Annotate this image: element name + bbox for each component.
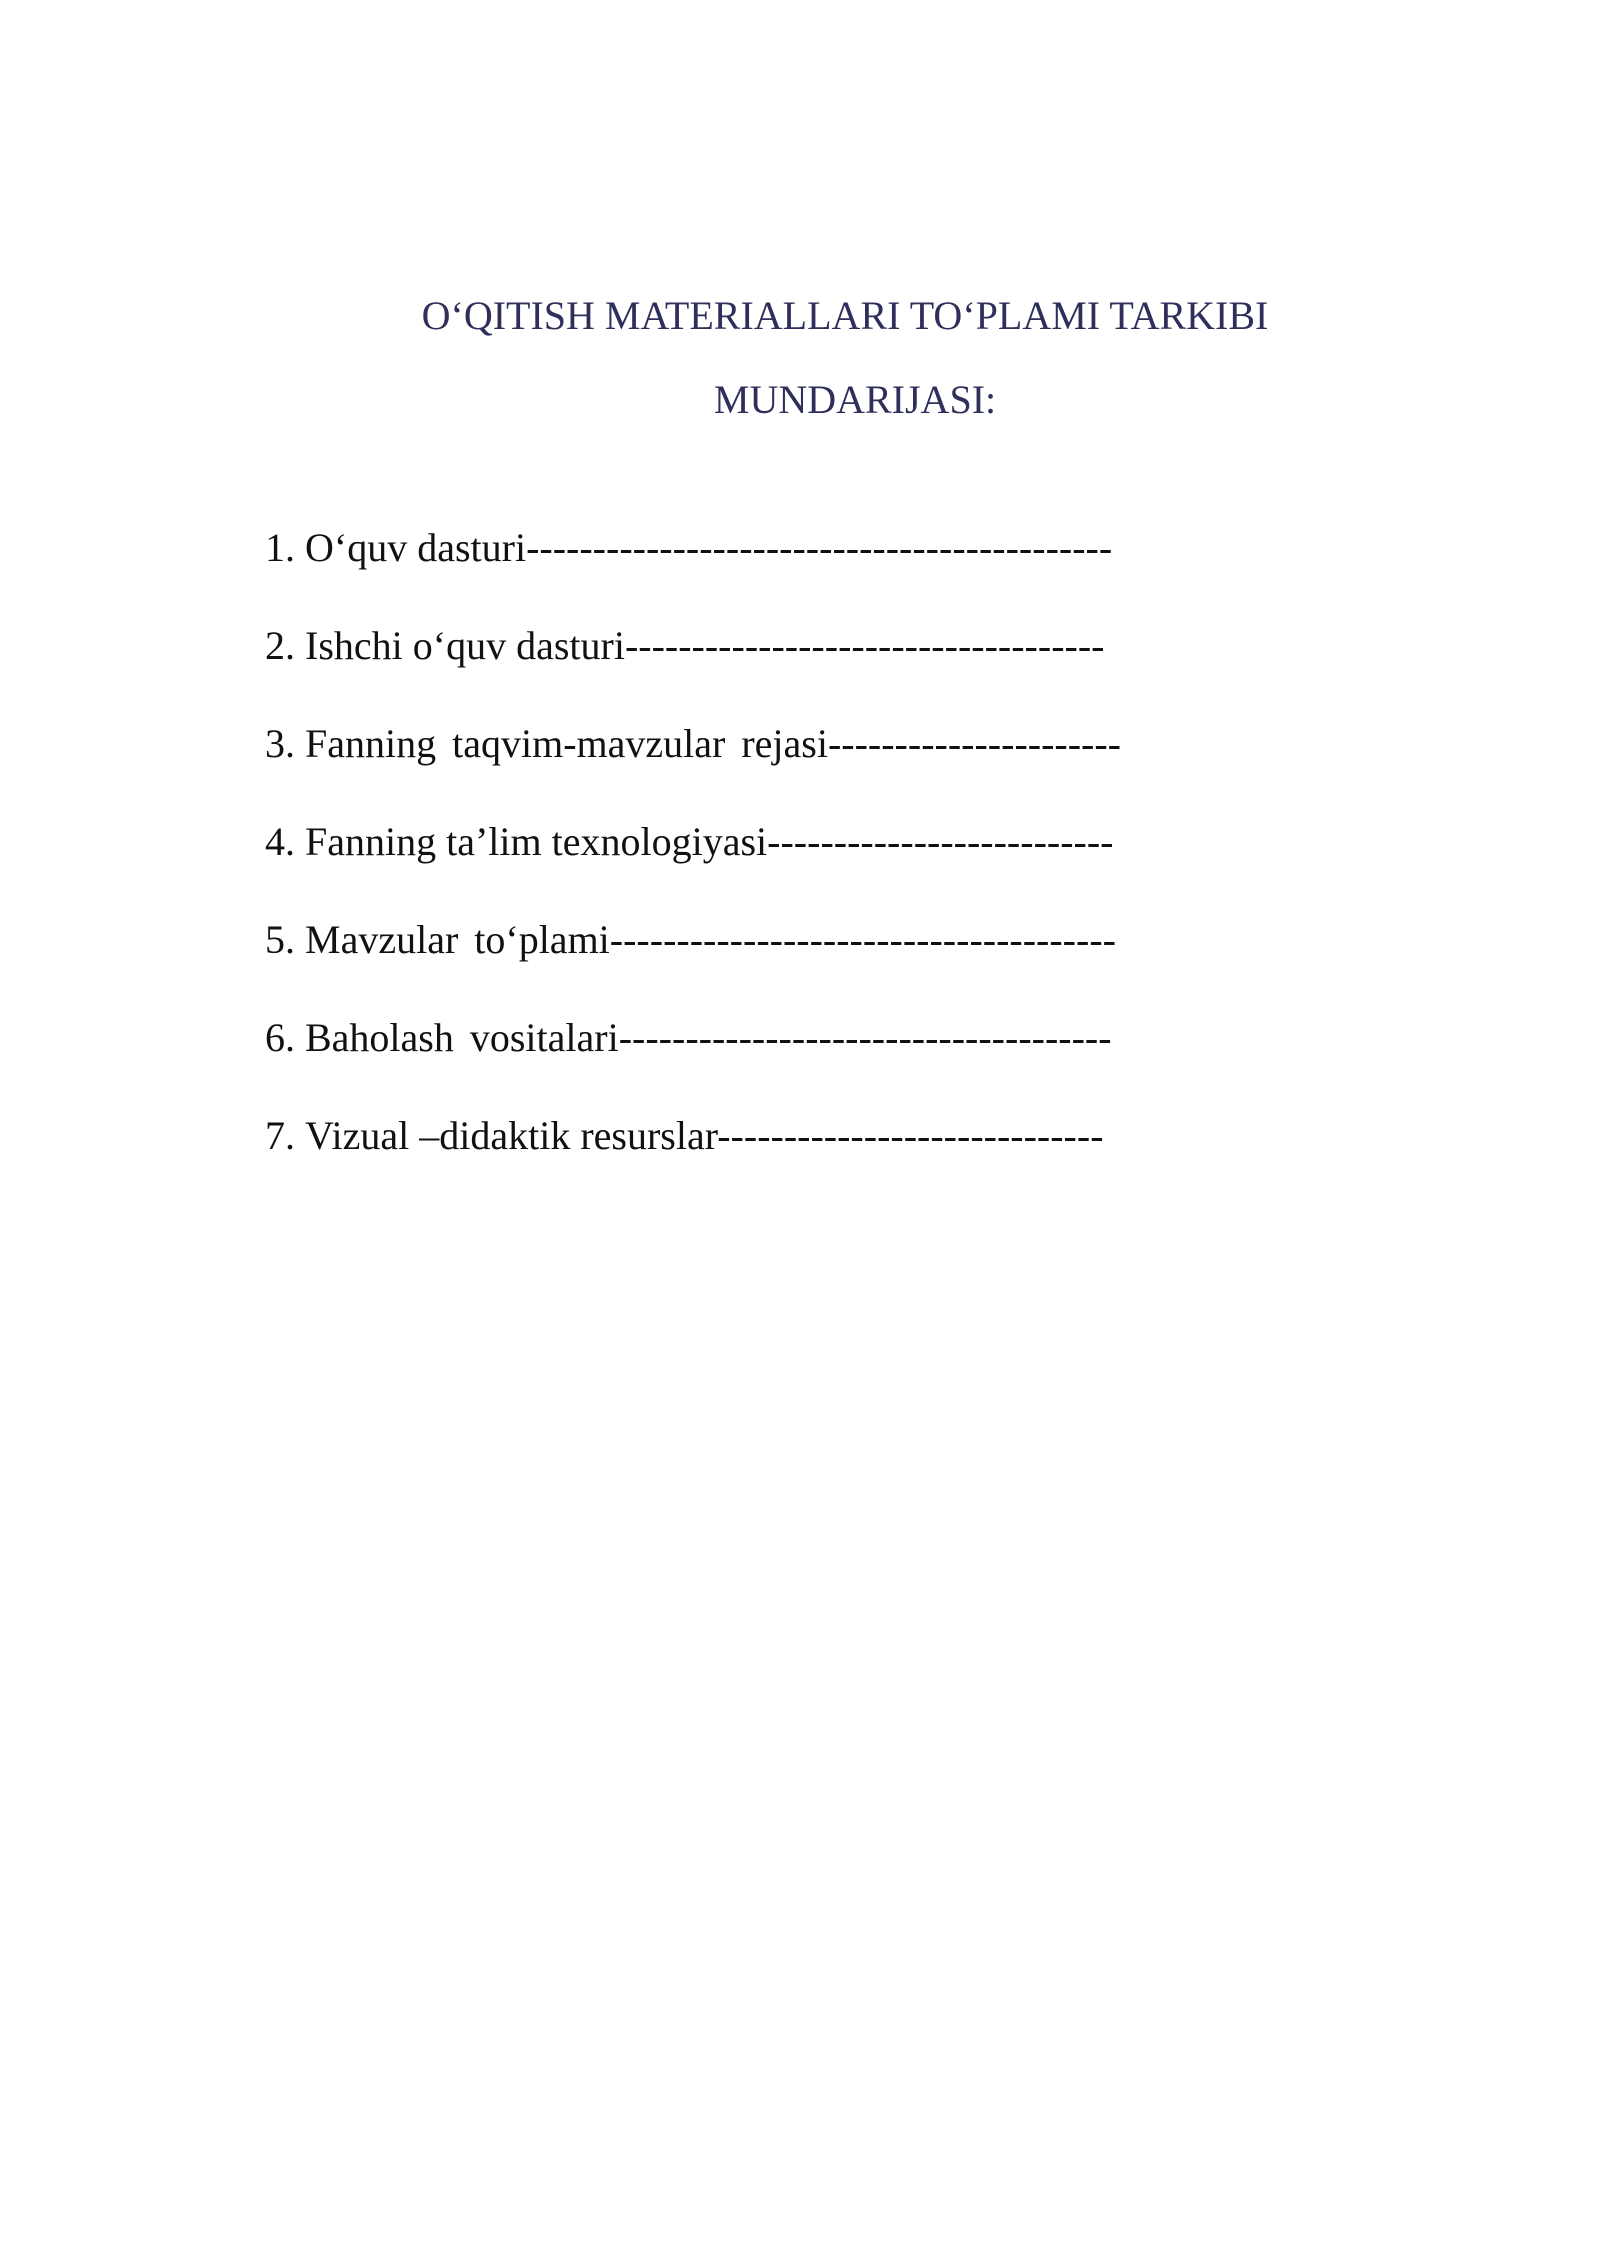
toc-item-number: 4. (265, 819, 295, 864)
toc-item-text: Fanning taqvim-mavzular rejasi---------------------- (305, 721, 1122, 766)
toc-item-text: Vizual –didaktik resurslar----------------------------- (305, 1113, 1104, 1158)
toc-item (265, 816, 1121, 914)
toc-item-text: Ishchi o‘quv dasturi------------------------------------ (305, 623, 1105, 668)
table-of-contents (265, 522, 1121, 1208)
document-title: O‘QITISH MATERIALLARI TO‘PLAMI TARKIBI (421, 293, 1269, 338)
toc-item-text: Fanning ta’lim texnologiyasi-------------------------- (305, 819, 1114, 864)
toc-item (265, 914, 1121, 1012)
toc-item (265, 1110, 1121, 1208)
toc-item (265, 718, 1121, 816)
toc-item-text: Mavzular to‘plami-------------------------------------- (305, 917, 1116, 962)
toc-item (265, 1012, 1121, 1110)
toc-item (265, 620, 1121, 718)
toc-item-number: 7. (265, 1113, 295, 1158)
toc-item-number: 2. (265, 623, 295, 668)
toc-item (265, 522, 1121, 620)
document-subtitle: MUNDARIJASI: (713, 377, 997, 422)
toc-item-text: Baholash vositalari------------------------------------- (305, 1015, 1112, 1060)
toc-item-number: 3. (265, 721, 295, 766)
toc-item-number: 1. (265, 525, 295, 570)
toc-item-text: O‘quv dasturi-------------------------------------------- (305, 525, 1113, 570)
toc-item-number: 6. (265, 1015, 295, 1060)
toc-item-number: 5. (265, 917, 295, 962)
